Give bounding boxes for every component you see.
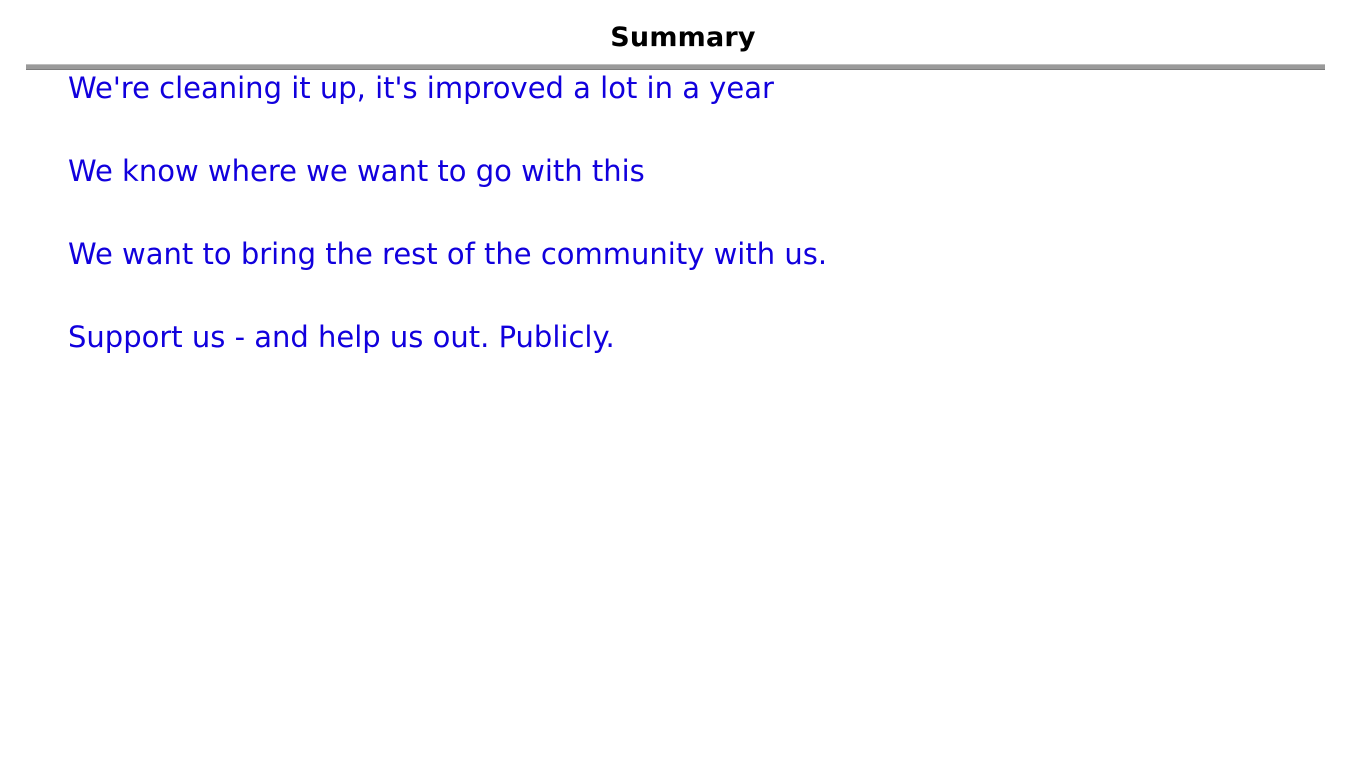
list-item: We're cleaning it up, it's improved a lot in a year	[68, 71, 774, 105]
slide-body-list	[68, 71, 1298, 406]
title-divider	[26, 64, 1325, 70]
page-title: Summary	[610, 22, 756, 53]
list-item: We want to bring the rest of the community with us.	[68, 237, 828, 271]
list-item: Support us - and help us out. Publicly.	[68, 320, 615, 354]
list-item: We know where we want to go with this	[68, 154, 645, 188]
